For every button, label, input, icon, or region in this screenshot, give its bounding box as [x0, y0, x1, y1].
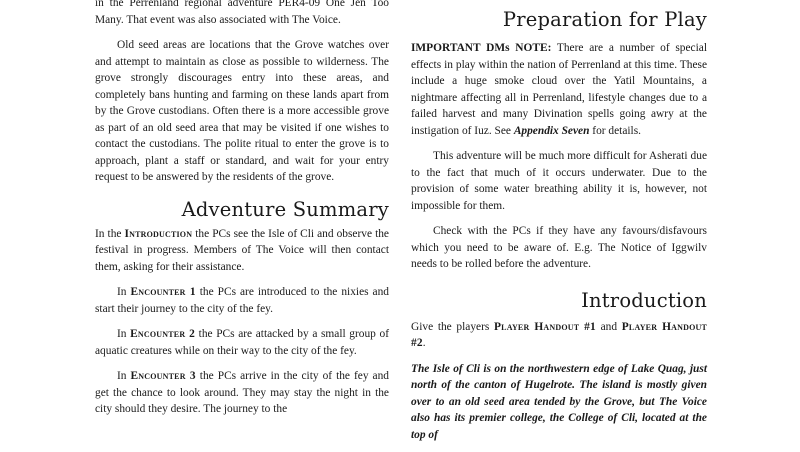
handout-end: .: [422, 337, 426, 349]
dm-note-text: There are a number of special effects in play within the nation of Perrenland at this time. These include a huge smoke cloud over the Yatil Mountains, a nightmare affecting all in Perrenland, lifestyle changes due to a failed harvest and many Divination spells going awry at the instigation of Iuz. See: [411, 42, 707, 137]
seed-area-paragraph: [95, 37, 389, 186]
player-handout-2: Player Handout #2: [411, 320, 708, 349]
enc3-post: the PCs arrive in the city of the fey and get the chance to look around. They may stay the night in the city should they desire. The journey to the: [95, 370, 389, 415]
intro-continuation-text: in the Perrenland regional adventure PER4-09 One Jën Too Many. That event was also associated with The Voice.: [95, 0, 389, 26]
encounter-2-paragraph: [95, 326, 389, 359]
dm-note-end: for details.: [589, 124, 641, 137]
summary-intro-paragraph: [95, 226, 389, 276]
summary-intro-post: the PCs see the Isle of Cli and observe the festival in progress. Members of The Voice will then contact them, asking for their assistance.: [95, 227, 389, 273]
handout-pre: Give the players: [411, 320, 495, 333]
encounter-3-paragraph: [95, 368, 389, 418]
enc3-pre: In: [117, 370, 131, 382]
enc2-post: the PCs are attacked by a small group of aquatic creatures while on their way to the city of the fey.: [95, 328, 389, 357]
summary-intro-pre: In the: [95, 227, 125, 240]
asherati-text: This adventure will be much more difficult for Asherati due to the fact that much of it occurs underwater. Due to the provision of some water breathing ability it is, however, not impossible for them.: [411, 150, 707, 212]
introduction-heading: Introduction: [581, 288, 707, 312]
seed-area-text: Old seed areas are locations that the Grove watches over and attempt to maintain as close as possible to wilderness. The grove strongly discourages entry into these areas, and completely bans hunting and farming on these lands apart from by the Grove custodians. Often there is a more accessible grove as part of an old seed area that may be visited if one wishes to contact the custodians. The polite ritual to enter the grove is to approach, plant a staff or standard, and wait for your entry request to be answered by the residents of the grove.: [95, 39, 389, 183]
preparation-heading: Preparation for Play: [502, 8, 707, 31]
left-column: [95, 0, 389, 427]
dm-note-label: IMPORTANT DMs NOTE:: [411, 42, 552, 54]
enc2-pre: In: [117, 328, 131, 340]
appendix-seven-link[interactable]: Appendix Seven: [513, 124, 590, 137]
enc1-pre: In: [117, 286, 131, 298]
enc2-bold: Encounter 2: [130, 328, 196, 340]
adventure-summary-heading: Adventure Summary: [181, 197, 389, 221]
enc1-post: the PCs are introduced to the nixies and start their journey to the city of the fey.: [95, 286, 389, 315]
enc1-bold: Encounter 1: [130, 286, 196, 298]
read-aloud-text: The Isle of Cli is on the northwestern edge of Lake Quag, just north of the canton of Hugelrote. The island is mostly given over to an old seed area tended by the Grove, but The Voice also has its premier college, the College of Cli, located at the top of: [411, 362, 707, 441]
intro-continuation: [95, 0, 389, 28]
asherati-paragraph: [411, 148, 707, 214]
favours-text: Check with the PCs if they have any favours/disfavours which you need to be aware of. E.g. The Notice of Iggwilv needs to be rolled before the adventure.: [411, 225, 707, 270]
handout-paragraph: [411, 319, 707, 352]
enc3-bold: Encounter 3: [130, 370, 196, 382]
handout-mid: and: [595, 320, 622, 333]
encounter-1-paragraph: [95, 284, 389, 317]
right-column: [411, 0, 707, 452]
summary-intro-bold: Introduction: [124, 227, 193, 240]
player-handout-1: Player Handout #1: [494, 320, 596, 333]
dm-note-paragraph: [411, 40, 707, 139]
favours-paragraph: [411, 223, 707, 273]
